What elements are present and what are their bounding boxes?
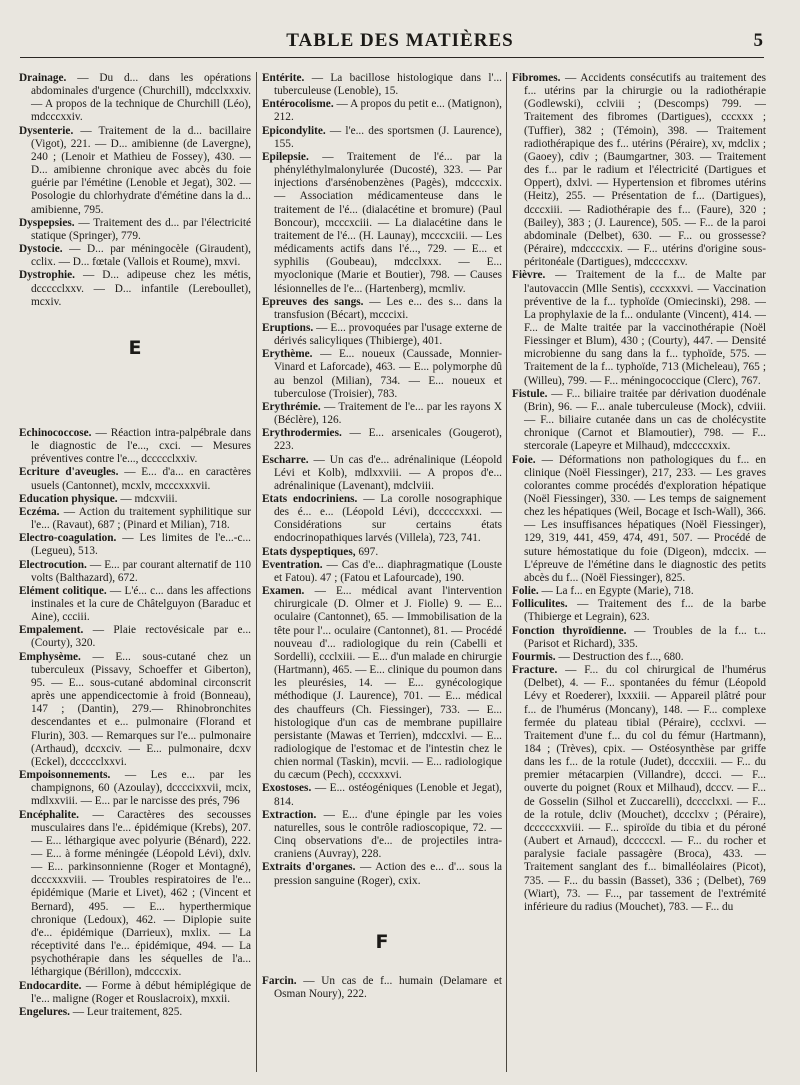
index-entry	[512, 625, 766, 651]
index-entry	[512, 72, 766, 269]
entry-text: — Traitement de la f... de Malte par l'autovaccin (Mlle Sentis), cccxxxvi. — Vaccination préventive de la f... typhoïde (Omiecinski), 298. — La prophylaxie de la f... ondulante (Vincent), 414. — F... de Malte traitée par la vaccinothérapie (Noël Fiessinger et Blum), 430 ; (Courty), 447. — Densité microbienne du sang dans la f... typhoïde, 575. — Traitement de la f... typhoïde, 713 (Micheleau), 765 ; (Willeu), 799. — F... méningococcique (Clerc), 767.	[524, 269, 766, 387]
index-entry	[262, 296, 502, 322]
entry-headword: Encéphalite.	[19, 808, 79, 821]
index-entry	[19, 427, 251, 466]
index-column-2	[262, 72, 502, 1077]
index-entry	[512, 651, 766, 664]
entry-headword: Electro-coagulation.	[19, 532, 117, 545]
entry-headword: Dysenterie.	[19, 124, 74, 137]
index-entry	[19, 72, 251, 125]
entry-headword: Echinococcose.	[19, 426, 92, 439]
entry-headword: Fracture.	[512, 664, 558, 677]
index-entry	[512, 388, 766, 454]
entry-text: — Traitement des f... de la barbe (Thibierge et Legrain), 623.	[524, 598, 766, 624]
entry-text: — Traitement des d... par l'électricité statique (Springer), 779.	[31, 216, 251, 242]
entry-headword: Empalement.	[19, 624, 84, 637]
index-entry	[262, 151, 502, 296]
entry-headword: Eventration.	[262, 558, 323, 571]
entry-text: — Du d... dans les opérations abdominales d'urgence (Churchill), mdcclxxxiv. — A propos de la technique de Churchill (Léo), mdcccxxiv.	[31, 72, 251, 124]
entry-headword: Fourmis.	[512, 650, 556, 663]
entry-headword: Erythrodermies.	[262, 427, 342, 440]
entry-text: — La corolle nosographique des é... e... (Léopold Lévi), dcccccxxxi. — Considérations sur certains états endocrinopathiques larvés (Villela), 723, 741.	[274, 493, 502, 545]
entry-text: — La bacillose histologique dans l'... tuberculeuse (Lenoble), 15.	[274, 72, 502, 98]
entry-text: — F... du col chirurgical de l'humérus (Delbet), 4. — F... spontanées du fémur (Léopold Lévy et Roederer), lxxxiii. — Appareil plâtré pour f... de l'humérus (Moncany), 148. — F... complexe fermée du plateau tibial (Péraire), ccclxvi. — Traitement d'une f... du col du fémur (Hartmann), 184 ; (Trèves), cpix. — Ostéosynthèse par griffe dans les f... de la rotule (Judet), dcccxiii. — F... du premier métacarpien (Villandre), dccci. — F... ouverte du poignet (Roux et Milhaud), dcccv. — F... de Gosselin (Silhol et Zuccarelli), dcccclxxi. — F... de la rotule, dcliv (Mouchet), dccclxv ; (Péraire), dcccccxxviii. — F... spiroïde du tibia et du péroné (Aubert et Arnaud), dcccccxl. — F... du rocher et paralysie faciale passagère (Broca), 433. — Traitement sanglant des f... bimalléolaires (Picot), 735. — F... du bassin (Basset), 336 ; (Delbet), 769 (Wiart), 73. — F..., par tassement de l'extrémité inférieure du radius (Mouchet), 783. — F... du	[524, 664, 766, 913]
entry-headword: Fonction thyroïdienne.	[512, 624, 627, 637]
index-entry	[262, 125, 502, 151]
entry-headword: Farcin.	[262, 974, 297, 987]
entry-text: — Traitement de l'e... par les rayons X (Béclère), 126.	[274, 400, 502, 427]
entry-headword: Epicondylite.	[262, 124, 326, 137]
entry-text: — La f... en Egypte (Marie), 718.	[538, 585, 694, 598]
entry-headword: Folliculites.	[512, 598, 568, 611]
entry-text: — Traitement de la d... bacillaire (Vigot), 221. — D... amibienne (de Lavergne), 240 ; (Lenoir et Mathieu de Fossey), 430. — D... amibienne chronique avec abcès du foie guérie par l'émétine (Lenoble et Jegat), 302. — Posologie du chlorhydrate d'émétine dans la d... amibienne, 795.	[31, 124, 251, 216]
index-entry	[19, 651, 251, 769]
index-entry	[19, 809, 251, 980]
index-entry	[262, 322, 502, 348]
entry-headword: Fistule.	[512, 387, 548, 400]
entry-text: — E... sous-cutané chez un tuberculeux (Pissavy, Schoeffer et Giberton), 95. — E... sous-cutané abdominal circonscrit après une appendicectomie à froid (Bonneau), 147 ; (Dantin), 279.— Rhinobronchites descendantes et e... pulmonaire (Florand et Flurin), 303. — Remarques sur l'e... pulmonaire (Arthaud), dccxciv. — E... pulmonaire, dcxv (Eckel), dccccclxxvi.	[31, 650, 251, 768]
entry-headword: Extraits d'organes.	[262, 861, 356, 874]
entry-headword: Foie.	[512, 453, 536, 466]
index-entry	[262, 348, 502, 401]
entry-text: — Forme à début hémiplégique de l'e... maligne (Roger et Rouslacroix), mxxii.	[31, 979, 251, 1005]
entry-headword: Fièvre.	[512, 269, 546, 282]
entry-text: — Leur traitement, 825.	[69, 1005, 183, 1018]
entry-text: — Les e... par les champignons, 60 (Azoulay), dccccixxvii, mcix, mdlxxviii. — E... par le narcisse des prés, 796	[31, 769, 251, 808]
index-entry	[19, 217, 251, 243]
entry-headword: Fibromes.	[512, 72, 561, 84]
entry-text: — E... d'a... en caractères usuels (Cantonnet), mcxlv, mcccxxxvii.	[31, 466, 251, 492]
column-divider	[506, 72, 507, 1072]
entry-text: — F... biliaire traitée par dérivation duodénale (Brin), 96. — F... anale tuberculeuse (Mock), cdviii. — F... biliaire cutanée dans un cas de cholécystite chronique (Carnot et Blamoutier), 798. — F... stercorale (Lapeyre et Milhaud), mdccccxxix.	[524, 387, 766, 453]
entry-text: — E... d'une épingle par les voies naturelles, sous le contrôle radioscopique, 72. — Cinq observations d'e... de projectiles intra-craniens (Auvray), 228.	[274, 808, 502, 861]
entry-text: — Troubles de la f... t... (Parisot et Richard), 335.	[524, 624, 766, 650]
index-entry	[512, 454, 766, 586]
index-entry	[19, 585, 251, 624]
entry-headword: Epilepsie.	[262, 150, 309, 163]
index-column-1	[19, 72, 251, 1077]
index-entry	[262, 585, 502, 782]
entry-text: — Traitement de l'é... par la phényléthylmalonylurée (Ducosté), 323. — Par injections d'arsénobenzènes (Pagès), mdcccxix. — Association médicamenteuse dans le traitement de l'é... (dialacétine et bromure) (Paul Boncour), mcccxciii. — La dialacétine dans le traitement de l'é... (H. Launay), mcccxciii. — Les médicaments actifs dans l'é..., 729. — E... et syphilis (Goubeau), mdcclxxx. — E... myoclonique (Marie et Boutier), 798. — Causes lésionnelles de l'e... (Hartenberg), mcmliv.	[274, 150, 502, 295]
index-entry	[262, 546, 502, 559]
index-entry	[19, 532, 251, 558]
index-entry	[19, 466, 251, 492]
entry-text: — Les limites de l'e...-c... (Legueu), 513.	[31, 532, 251, 558]
page-header	[0, 30, 800, 62]
index-entry	[19, 624, 251, 650]
entry-headword: Engelures.	[19, 1005, 70, 1018]
entry-headword: Eczéma.	[19, 505, 60, 518]
index-entry	[262, 454, 502, 493]
entry-text: — E... noueux (Caussade, Monnier-Vinard et Laforcade), 463. — E... polymorphe dû au benzol (Milian), 734. — E... noueux et tuberculose (Troisier), 783.	[274, 348, 502, 400]
entry-headword: Dystocie.	[19, 243, 63, 256]
entry-text: — Les e... des s... dans la transfusion (Bécart), mcccixi.	[274, 295, 502, 321]
entry-headword: Escharre.	[262, 453, 309, 466]
entry-text: — Caractères des secousses musculaires dans l'e... épidémique (Krebs), 207. — E... léthargique avec polyurie (Bénard), 222. — E... à forme méningée (Léopold Lévi), dxlv. — E... parkinsonnienne (Roger et Montagné), dcccxxxviii. — Troubles respiratoires de l'e... épidémique (Marie et Livet), 462 ; (Vincent et Bernard), 495. — E... hyperthermique chronique (Ledoux), 462. — Diplopie suite d'e... épidémique (Darrieux), mxlix. — La réceptivité dans l'e... épidémique, 494. — La psychothérapie dans les séquelles de l'a... léthargique (Bérillon), mdcccxix.	[31, 808, 251, 979]
entry-headword: Eruptions.	[262, 321, 314, 334]
index-entry	[262, 427, 502, 453]
entry-text: — Plaie rectovésicale par e... (Courty), 320.	[31, 624, 251, 650]
entry-text: — l'e... des sportsmen (J. Laurence), 155.	[274, 124, 502, 150]
entry-text: 697.	[355, 545, 379, 558]
entry-headword: Dystrophie.	[19, 269, 75, 282]
section-letter: F	[375, 930, 389, 953]
index-entry	[262, 401, 502, 427]
entry-text: — E... ostéogéniques (Lenoble et Jegat), 814.	[274, 782, 502, 808]
entry-text: — D... par méningocèle (Giraudent), cclix. — D... fœtale (Vallois et Roume), mxvi.	[31, 243, 251, 269]
page-number: 5	[753, 30, 763, 51]
index-entry	[19, 1006, 251, 1019]
entry-text: — Action des e... d'... sous la pression sanguine (Roger), cxix.	[274, 861, 502, 887]
index-entry	[262, 975, 502, 1001]
index-entry	[262, 72, 502, 98]
entry-headword: Folie.	[512, 585, 539, 598]
index-entry	[262, 98, 502, 124]
entry-headword: Emphysème.	[19, 650, 81, 663]
index-entry	[512, 598, 766, 624]
index-entry	[512, 269, 766, 387]
entry-headword: Drainage.	[19, 72, 67, 84]
entry-text: — Un cas de f... humain (Delamare et Osman Noury), 222.	[274, 974, 502, 1000]
entry-text: — E... arsenicales (Gougerot), 223.	[274, 427, 502, 453]
entry-headword: Electrocution.	[19, 558, 87, 571]
entry-headword: Etats dyspeptiques,	[262, 545, 356, 558]
entry-text: — Déformations non pathologiques du f... en clinique (Noël Fiessinger), 217, 233. — Les graves colorantes comme procédés d'exploration hépatique (Noël Fiessinger), 330. — Les temps de saignement chez les hépatiques (Weil, Bocage et Isch-Wall), 366. — Les insuffisances hépatiques (Noël Fiessinger), 129, 319, 441, 459, 474, 491, 507. — Procédé de suture hémostatique du foie (Digeon), mdccix. — L'épreuve de l'émétine dans le diagnostic des petits abcès du f... (Noël Fiessinger), 825.	[524, 453, 766, 584]
column-divider	[256, 72, 257, 1072]
page-title: TABLE DES MATIÈRES	[286, 30, 514, 51]
entry-headword: Dyspepsies.	[19, 216, 75, 229]
index-entry	[19, 769, 251, 808]
entry-text: — D... adipeuse chez les métis, dccccclxxv. — D... infantile (Lereboullet), mcxiv.	[31, 269, 251, 308]
entry-headword: Empoisonnements.	[19, 769, 111, 782]
entry-text: — Réaction intra-palpébrale dans le diagnostic de l'e..., cxci. — Mesures préventives contre l'e..., dccccclxxiv.	[31, 426, 251, 466]
entry-headword: Elément colitique.	[19, 584, 107, 597]
entry-text: — Un cas d'e... adrénalinique (Léopold Lévi et Kolb), mdlxxviii. — A propos d'e... adrénalinique (Lavenant), mdclviii.	[274, 453, 502, 492]
index-entry	[262, 782, 502, 808]
index-entry	[19, 243, 251, 269]
index-entry	[512, 585, 766, 598]
index-entry	[262, 861, 502, 887]
entry-text: — E... médical avant l'intervention chirurgicale (D. Olmer et J. Fiolle) 9. — E... oculaire (Cantonnet), 65. — Immobilisation de la tête pour l'... oculaire (Cantonnet), 81. — Procédé nouveau d'... radiologique du rein (Cabelli et Sordelli), ccclxiii. — E... d'un malade en chirurgie (Hartmann), 465. — E... clinique du poumon dans les pleurésies, 14. — E... gynécologique méthodique (J. Laurence), 701. — E... médical des chauffeurs (Ch. Fiessinger), 733. — E... histologique d'un cas de membrane pupillaire persistante (Mawas et Terrien), mdccxlvi. — E... radiologique de l'estomac et de l'intestin chez le chien normal (Taskin), mcvii. — E... radiologique du cæcum (Pech), cccxxxvi.	[274, 585, 502, 782]
entry-text: — Action du traitement syphilitique sur l'e... (Ravaut), 687 ; (Pinard et Milian), 718.	[31, 505, 251, 532]
entry-headword: Entérocolisme.	[262, 98, 334, 111]
entry-headword: Exostoses.	[262, 782, 312, 795]
entry-text: — Accidents consécutifs au traitement des f... utérins par la chirurgie ou la radiothérapie (Godlewski), cclviii ; (Descomps) 799. — Traitement des fibromes (Dartigues), cccxxx ; (Tuffier), 382 ; (Témoin), 398. — Traitement radiothérapique des f... utérins (Péraire), xv, mdclix ; (Gaoey), cdiv ; (Baumgartner, 303. — Traitement des f... par le radium et l'électricité (Dartigues et Oppert), dxlvi. — Hypertension et fibromes utérins (Heitz), 255. — Présentation de f... (Dartigues), dcccxiii. — Radiothérapie des f... (Faure), 320 ; (Bailey), 383 ; (J. Laurence), 505. — F... de la paroi abdominale (Delbet), 630. — F... ou grossesse? (Péraire), mdccccxix. — F... utérins d'origine sous-péritonéale (Dartigues), mdccccxxv.	[524, 72, 766, 269]
entry-text: — Destruction des f..., 680.	[555, 650, 684, 663]
entry-headword: Ecriture d'aveugles.	[19, 466, 119, 479]
entry-headword: Examen.	[262, 585, 305, 598]
index-entry	[19, 125, 251, 217]
entry-headword: Education physique.	[19, 492, 118, 505]
entry-headword: Erythrémie.	[262, 400, 321, 413]
entry-headword: Epreuves des sangs.	[262, 295, 364, 308]
index-entry	[262, 559, 502, 585]
index-entry	[19, 980, 251, 1006]
index-entry	[262, 493, 502, 546]
entry-headword: Entérite.	[262, 72, 305, 84]
entry-text: — E... provoquées par l'usage externe de dérivés salicyliques (Thibierge), 401.	[274, 321, 502, 348]
index-entry	[262, 809, 502, 862]
index-entry	[19, 493, 251, 506]
index-entry	[19, 269, 251, 308]
entry-headword: Extraction.	[262, 808, 317, 821]
entry-text: — Cas d'e... diaphragmatique (Louste et Fatou). 47 ; (Fatou et Lafourcade), 190.	[274, 558, 502, 584]
entry-headword: Etats endocriniens.	[262, 493, 358, 505]
entry-headword: Endocardite.	[19, 979, 82, 992]
entry-headword: Erythème.	[262, 348, 313, 361]
index-entry	[512, 664, 766, 914]
entry-text: — A propos du petit e... (Matignon), 212.	[274, 98, 502, 124]
entry-text: — E... par courant alternatif de 110 volts (Balthazard), 672.	[31, 558, 251, 584]
entry-text: — mdcxviii.	[117, 492, 178, 505]
header-rule	[20, 57, 764, 58]
entry-text: — L'é... c... dans les affections instinales et la cure de Châtelguyon (Baraduc et Aine), ccciii.	[31, 584, 251, 624]
index-entry	[19, 506, 251, 532]
index-column-3	[512, 72, 766, 1077]
index-entry	[19, 559, 251, 585]
section-letter: E	[128, 336, 142, 359]
